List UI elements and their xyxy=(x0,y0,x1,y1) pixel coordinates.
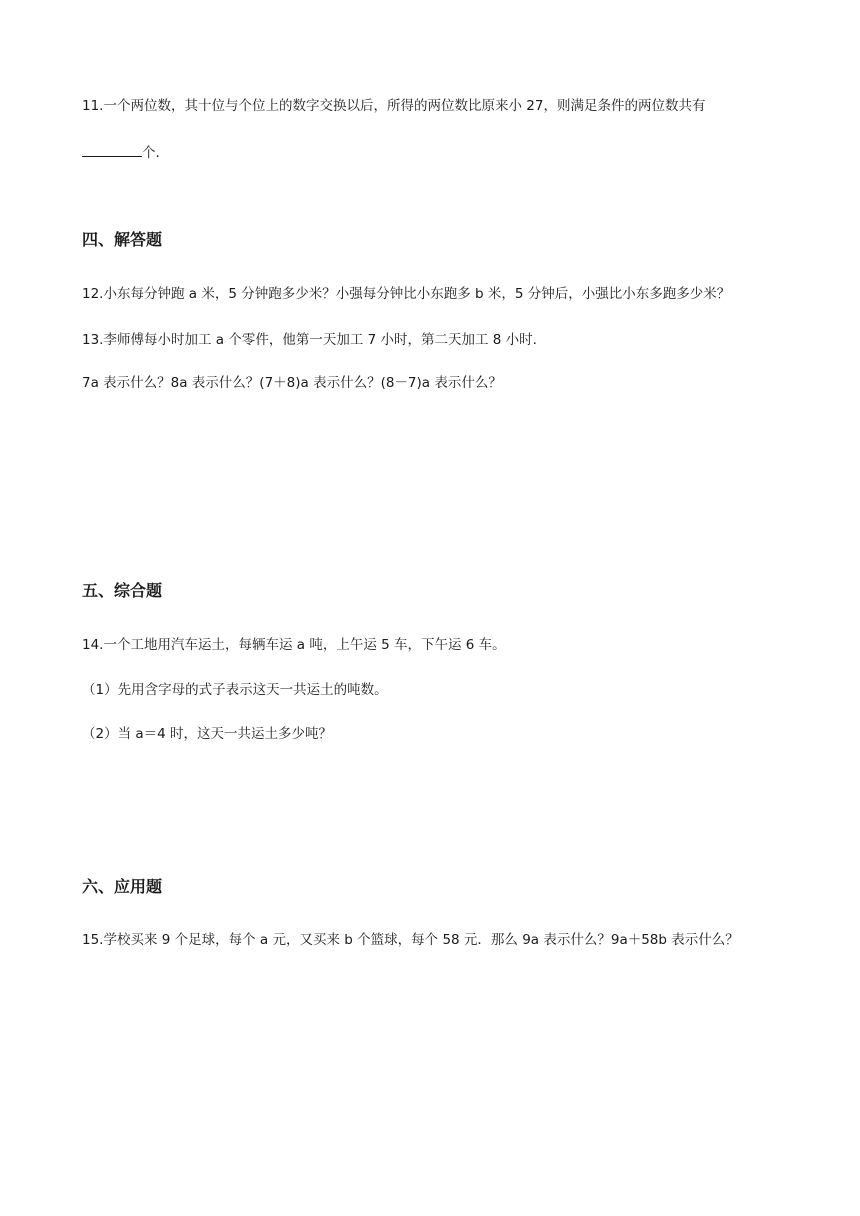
question-11-line-2 xyxy=(82,143,160,163)
question-15: 15.学校买来 9 个足球，每个 a 元，又买来 b 个篮球，每个 58 元．那么 9a 表示什么？9a＋58b 表示什么？ xyxy=(82,932,739,948)
answer-blank xyxy=(82,143,142,157)
question-13-line-1: 13.李师傅每小时加工 a 个零件，他第一天加工 7 小时，第二天加工 8 小时. xyxy=(82,332,537,348)
question-11-line-1: 11.一个两位数，其十位与个位上的数字交换以后，所得的两位数比原来小 27，则满足条件的两位数共有 xyxy=(82,98,706,114)
question-14-stem: 14.一个工地用汽车运土，每辆车运 a 吨，上午运 5 车，下午运 6 车。 xyxy=(82,637,506,653)
section-4-heading: 四、解答题 xyxy=(82,230,163,249)
section-5-heading: 五、综合题 xyxy=(82,581,163,600)
question-11-suffix: 个. xyxy=(142,145,160,161)
section-6-heading: 六、应用题 xyxy=(82,877,163,896)
question-14-part-2: （2）当 a＝4 时，这天一共运土多少吨？ xyxy=(82,726,333,742)
question-12: 12.小东每分钟跑 a 米，5 分钟跑多少米？小强每分钟比小东跑多 b 米，5 分钟后，小强比小东多跑多少米？ xyxy=(82,286,731,302)
question-13-line-2: 7a 表示什么？8a 表示什么？(7＋8)a 表示什么？(8－7)a 表示什么？ xyxy=(82,375,502,391)
question-14-part-1: （1）先用含字母的式子表示这天一共运土的吨数。 xyxy=(82,682,388,698)
